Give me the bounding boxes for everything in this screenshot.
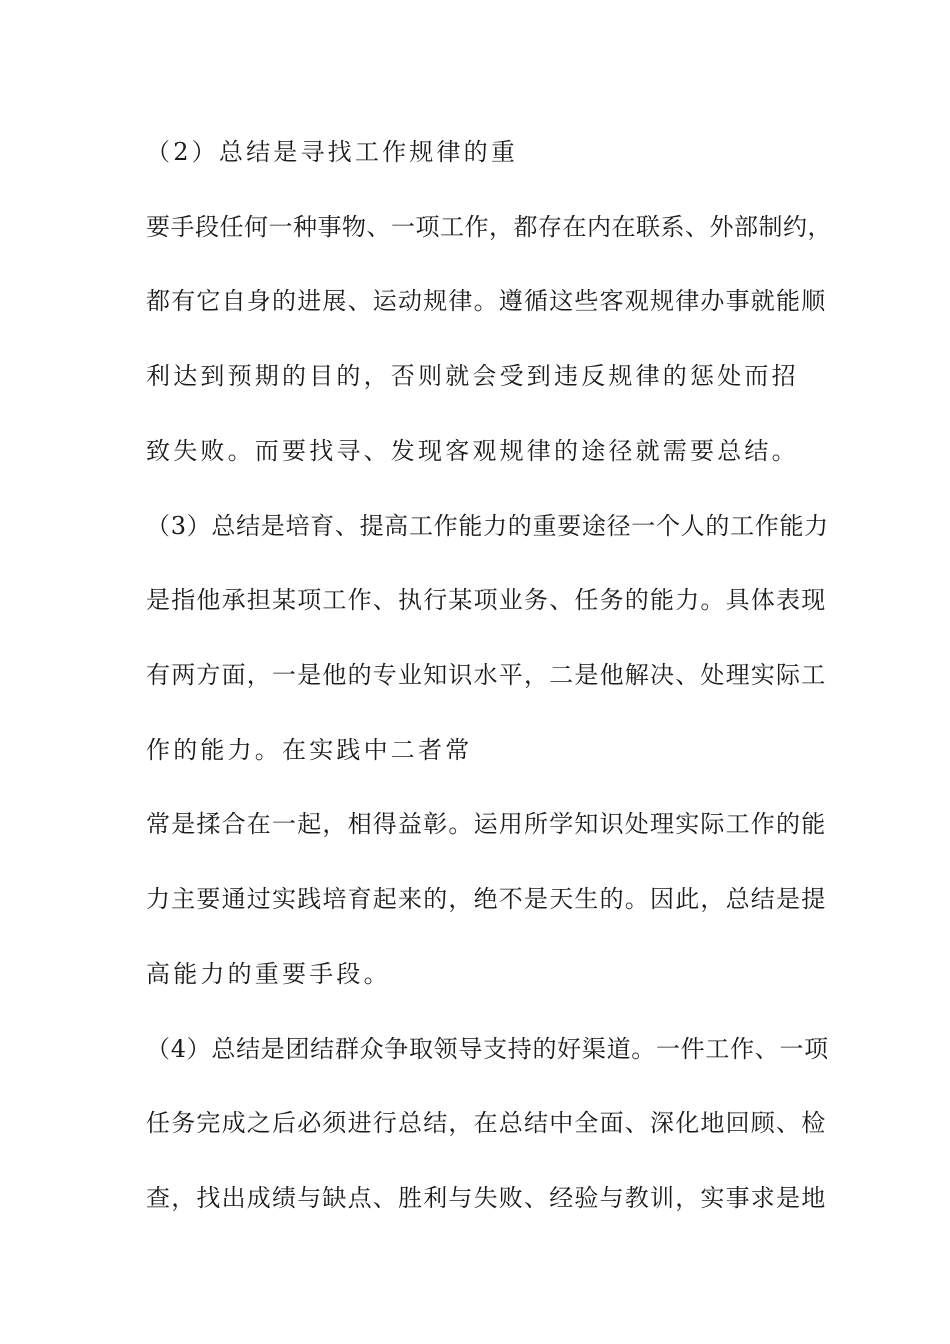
paragraph-line: 有两方面，一是他的专业知识水平，二是他解决、处理实际工 — [146, 661, 827, 689]
paragraph-line: 任务完成之后必须进行总结，在总结中全面、深化地回顾、检 — [146, 1109, 827, 1137]
paragraph-line: （2）总结是寻找工作规律的重 — [146, 138, 519, 166]
paragraph-line: 致失败。而要找寻、发现客观规律的途径就需要总结。 — [146, 437, 799, 465]
paragraph-line: 要手段任何一种事物、一项工作，都存在内在联系、外部制约， — [146, 213, 832, 241]
paragraph-line: （3）总结是培育、提高工作能力的重要途径一个人的工作能力 — [146, 512, 829, 540]
paragraph-line: 是指他承担某项工作、执行某项业务、任务的能力。具体表现 — [146, 586, 827, 614]
paragraph-line: （4）总结是团结群众争取领导支持的好渠道。一件工作、一项 — [146, 1035, 829, 1063]
paragraph-line: 查，找出成绩与缺点、胜利与失败、经验与教训，实事求是地 — [146, 1184, 827, 1212]
paragraph-line: 利达到预期的目的，否则就会受到违反规律的惩处而招 — [146, 362, 799, 390]
paragraph-line: 都有它自身的进展、运动规律。遵循这些客观规律办事就能顺 — [146, 287, 827, 315]
paragraph-line: 作的能力。在实践中二者常 — [146, 736, 473, 764]
paragraph-line: 高能力的重要手段。 — [146, 960, 391, 988]
paragraph-line: 常是揉合在一起，相得益彰。运用所学知识处理实际工作的能 — [146, 810, 827, 838]
paragraph-line: 力主要通过实践培育起来的，绝不是天生的。因此，总结是提 — [146, 885, 827, 913]
